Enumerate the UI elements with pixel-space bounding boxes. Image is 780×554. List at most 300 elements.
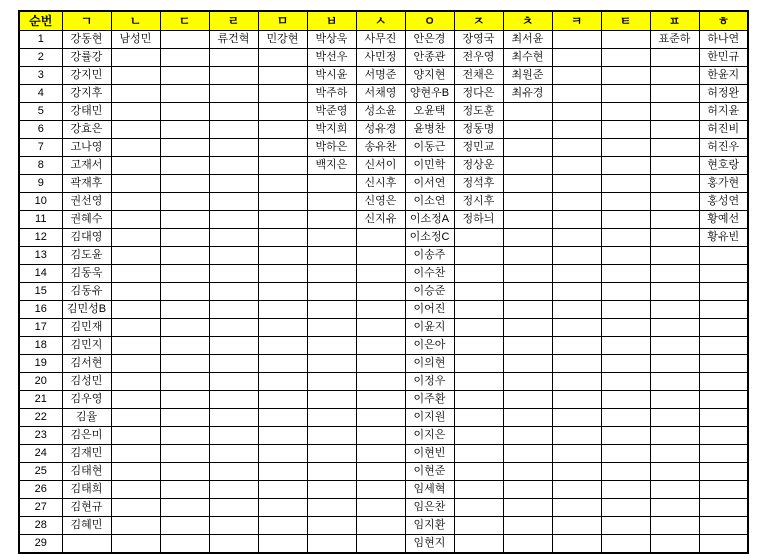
name-cell[interactable] [503, 445, 552, 463]
name-cell[interactable] [503, 319, 552, 337]
row-number-cell[interactable]: 20 [19, 373, 62, 391]
name-cell[interactable]: 홍성연 [699, 193, 748, 211]
name-cell[interactable]: 김민지 [62, 337, 111, 355]
name-cell[interactable] [503, 103, 552, 121]
name-cell[interactable] [601, 31, 650, 49]
name-cell[interactable] [160, 157, 209, 175]
name-cell[interactable] [356, 373, 405, 391]
name-cell[interactable] [699, 445, 748, 463]
row-number-cell[interactable]: 23 [19, 427, 62, 445]
name-cell[interactable]: 이민학 [405, 157, 454, 175]
name-cell[interactable]: 안은경 [405, 31, 454, 49]
name-cell[interactable] [503, 481, 552, 499]
name-cell[interactable] [258, 535, 307, 554]
name-cell[interactable] [552, 445, 601, 463]
name-cell[interactable] [307, 319, 356, 337]
name-cell[interactable] [111, 49, 160, 67]
name-cell[interactable] [356, 409, 405, 427]
name-cell[interactable] [650, 517, 699, 535]
row-number-cell[interactable]: 26 [19, 481, 62, 499]
name-cell[interactable]: 백지은 [307, 157, 356, 175]
name-cell[interactable]: 임은찬 [405, 499, 454, 517]
name-cell[interactable] [209, 211, 258, 229]
name-cell[interactable] [258, 175, 307, 193]
name-cell[interactable]: 이현준 [405, 463, 454, 481]
name-cell[interactable] [650, 193, 699, 211]
name-cell[interactable] [454, 355, 503, 373]
name-cell[interactable]: 박주하 [307, 85, 356, 103]
name-cell[interactable] [601, 409, 650, 427]
name-cell[interactable] [650, 481, 699, 499]
name-cell[interactable] [356, 265, 405, 283]
name-cell[interactable] [601, 103, 650, 121]
name-cell[interactable] [454, 481, 503, 499]
name-cell[interactable] [160, 481, 209, 499]
name-cell[interactable] [454, 373, 503, 391]
name-cell[interactable] [552, 319, 601, 337]
name-cell[interactable]: 이동근 [405, 139, 454, 157]
name-cell[interactable] [356, 391, 405, 409]
name-cell[interactable] [111, 175, 160, 193]
name-cell[interactable] [552, 427, 601, 445]
name-cell[interactable]: 성유경 [356, 121, 405, 139]
name-cell[interactable] [307, 463, 356, 481]
name-cell[interactable] [209, 193, 258, 211]
name-cell[interactable] [307, 337, 356, 355]
row-number-cell[interactable]: 18 [19, 337, 62, 355]
name-cell[interactable]: 정하늬 [454, 211, 503, 229]
name-cell[interactable] [111, 211, 160, 229]
column-header-13[interactable]: ㅍ [650, 11, 699, 31]
name-cell[interactable] [307, 247, 356, 265]
name-cell[interactable] [503, 229, 552, 247]
name-cell[interactable] [650, 463, 699, 481]
name-cell[interactable]: 최서윤 [503, 31, 552, 49]
name-cell[interactable] [503, 211, 552, 229]
column-header-9[interactable]: ㅈ [454, 11, 503, 31]
name-cell[interactable] [160, 463, 209, 481]
name-cell[interactable] [307, 283, 356, 301]
name-cell[interactable] [552, 535, 601, 554]
name-cell[interactable] [307, 229, 356, 247]
name-cell[interactable] [160, 67, 209, 85]
name-cell[interactable]: 이소정A [405, 211, 454, 229]
row-number-cell[interactable]: 5 [19, 103, 62, 121]
name-cell[interactable] [307, 355, 356, 373]
name-cell[interactable]: 서명준 [356, 67, 405, 85]
name-cell[interactable] [503, 535, 552, 554]
name-cell[interactable] [111, 337, 160, 355]
name-cell[interactable] [552, 49, 601, 67]
name-cell[interactable]: 홍가현 [699, 175, 748, 193]
name-cell[interactable] [552, 103, 601, 121]
name-cell[interactable] [160, 391, 209, 409]
name-cell[interactable] [552, 481, 601, 499]
name-cell[interactable] [503, 373, 552, 391]
name-cell[interactable] [552, 121, 601, 139]
name-cell[interactable] [699, 481, 748, 499]
name-cell[interactable] [601, 355, 650, 373]
name-cell[interactable] [601, 49, 650, 67]
name-cell[interactable] [699, 373, 748, 391]
name-cell[interactable] [650, 535, 699, 554]
name-cell[interactable] [258, 517, 307, 535]
name-cell[interactable] [552, 301, 601, 319]
name-cell[interactable]: 안종관 [405, 49, 454, 67]
name-cell[interactable] [258, 409, 307, 427]
row-number-cell[interactable]: 6 [19, 121, 62, 139]
name-cell[interactable] [160, 103, 209, 121]
name-cell[interactable] [111, 139, 160, 157]
name-cell[interactable] [307, 427, 356, 445]
name-cell[interactable] [699, 337, 748, 355]
name-cell[interactable] [650, 247, 699, 265]
name-cell[interactable] [552, 373, 601, 391]
name-cell[interactable] [601, 175, 650, 193]
name-cell[interactable]: 김우영 [62, 391, 111, 409]
name-cell[interactable] [552, 391, 601, 409]
name-cell[interactable] [160, 517, 209, 535]
name-cell[interactable] [356, 481, 405, 499]
name-cell[interactable] [160, 247, 209, 265]
row-number-cell[interactable]: 21 [19, 391, 62, 409]
name-cell[interactable] [111, 319, 160, 337]
name-cell[interactable] [160, 337, 209, 355]
name-cell[interactable] [601, 535, 650, 554]
name-cell[interactable] [209, 283, 258, 301]
name-cell[interactable]: 신서이 [356, 157, 405, 175]
name-cell[interactable] [552, 193, 601, 211]
name-cell[interactable]: 허진우 [699, 139, 748, 157]
name-cell[interactable] [307, 373, 356, 391]
name-cell[interactable]: 강태민 [62, 103, 111, 121]
name-cell[interactable] [650, 391, 699, 409]
name-cell[interactable] [650, 67, 699, 85]
row-number-cell[interactable]: 19 [19, 355, 62, 373]
name-cell[interactable] [552, 463, 601, 481]
name-cell[interactable]: 김율 [62, 409, 111, 427]
name-cell[interactable] [650, 319, 699, 337]
name-cell[interactable] [307, 193, 356, 211]
name-cell[interactable] [503, 463, 552, 481]
row-number-cell[interactable]: 4 [19, 85, 62, 103]
name-cell[interactable] [454, 283, 503, 301]
name-cell[interactable] [258, 85, 307, 103]
name-cell[interactable] [258, 463, 307, 481]
name-cell[interactable] [454, 265, 503, 283]
row-number-cell[interactable]: 10 [19, 193, 62, 211]
name-cell[interactable]: 전우영 [454, 49, 503, 67]
name-cell[interactable] [699, 283, 748, 301]
name-cell[interactable] [111, 301, 160, 319]
name-cell[interactable] [160, 139, 209, 157]
name-cell[interactable] [258, 319, 307, 337]
name-cell[interactable] [454, 409, 503, 427]
name-cell[interactable] [699, 517, 748, 535]
name-cell[interactable] [552, 139, 601, 157]
name-cell[interactable] [209, 409, 258, 427]
row-number-cell[interactable]: 14 [19, 265, 62, 283]
name-cell[interactable]: 김동욱 [62, 265, 111, 283]
name-cell[interactable] [209, 445, 258, 463]
name-cell[interactable] [209, 499, 258, 517]
name-cell[interactable] [209, 427, 258, 445]
row-number-cell[interactable]: 24 [19, 445, 62, 463]
name-cell[interactable]: 이은아 [405, 337, 454, 355]
name-cell[interactable] [111, 463, 160, 481]
name-cell[interactable]: 고재서 [62, 157, 111, 175]
name-cell[interactable]: 최원준 [503, 67, 552, 85]
name-cell[interactable] [307, 481, 356, 499]
name-cell[interactable] [650, 499, 699, 517]
name-cell[interactable]: 강지민 [62, 67, 111, 85]
row-number-cell[interactable]: 8 [19, 157, 62, 175]
name-cell[interactable] [258, 139, 307, 157]
name-cell[interactable]: 표준하 [650, 31, 699, 49]
name-cell[interactable] [258, 229, 307, 247]
name-cell[interactable] [503, 247, 552, 265]
name-cell[interactable] [160, 193, 209, 211]
name-cell[interactable] [503, 139, 552, 157]
name-cell[interactable]: 임지환 [405, 517, 454, 535]
name-cell[interactable]: 신시후 [356, 175, 405, 193]
name-cell[interactable]: 최수현 [503, 49, 552, 67]
name-cell[interactable] [699, 409, 748, 427]
name-cell[interactable] [111, 409, 160, 427]
name-cell[interactable]: 이소정C [405, 229, 454, 247]
name-cell[interactable] [160, 373, 209, 391]
name-cell[interactable] [454, 337, 503, 355]
name-cell[interactable] [209, 391, 258, 409]
name-cell[interactable] [258, 211, 307, 229]
name-cell[interactable] [454, 391, 503, 409]
name-cell[interactable] [307, 535, 356, 554]
name-cell[interactable]: 권혜수 [62, 211, 111, 229]
name-cell[interactable] [209, 247, 258, 265]
name-cell[interactable] [552, 517, 601, 535]
column-header-12[interactable]: ㅌ [601, 11, 650, 31]
name-cell[interactable] [209, 103, 258, 121]
name-cell[interactable]: 이소연 [405, 193, 454, 211]
name-cell[interactable] [650, 229, 699, 247]
name-cell[interactable]: 정도훈 [454, 103, 503, 121]
name-cell[interactable] [209, 67, 258, 85]
name-cell[interactable] [111, 535, 160, 554]
name-cell[interactable] [258, 355, 307, 373]
name-cell[interactable]: 고나영 [62, 139, 111, 157]
name-cell[interactable] [160, 265, 209, 283]
name-cell[interactable] [552, 175, 601, 193]
name-cell[interactable] [552, 499, 601, 517]
name-cell[interactable] [503, 283, 552, 301]
name-cell[interactable] [552, 229, 601, 247]
name-cell[interactable] [503, 265, 552, 283]
name-cell[interactable]: 박상욱 [307, 31, 356, 49]
name-cell[interactable]: 이지원 [405, 409, 454, 427]
name-cell[interactable] [160, 535, 209, 554]
name-cell[interactable] [650, 373, 699, 391]
name-cell[interactable] [356, 247, 405, 265]
name-cell[interactable] [650, 445, 699, 463]
row-number-cell[interactable]: 17 [19, 319, 62, 337]
name-cell[interactable] [356, 427, 405, 445]
name-cell[interactable]: 김성민 [62, 373, 111, 391]
name-cell[interactable]: 박선우 [307, 49, 356, 67]
name-cell[interactable]: 이지은 [405, 427, 454, 445]
name-cell[interactable] [160, 229, 209, 247]
name-cell[interactable] [552, 157, 601, 175]
name-cell[interactable] [160, 409, 209, 427]
name-cell[interactable] [307, 211, 356, 229]
name-cell[interactable]: 정민교 [454, 139, 503, 157]
name-cell[interactable]: 김민재 [62, 319, 111, 337]
name-cell[interactable]: 송유찬 [356, 139, 405, 157]
name-cell[interactable]: 장영국 [454, 31, 503, 49]
row-number-cell[interactable]: 22 [19, 409, 62, 427]
name-cell[interactable] [160, 301, 209, 319]
name-cell[interactable]: 이정우 [405, 373, 454, 391]
name-cell[interactable] [356, 283, 405, 301]
name-cell[interactable]: 하나연 [699, 31, 748, 49]
name-cell[interactable] [111, 283, 160, 301]
name-cell[interactable] [503, 175, 552, 193]
name-cell[interactable]: 양지현 [405, 67, 454, 85]
name-cell[interactable] [601, 427, 650, 445]
name-cell[interactable] [258, 283, 307, 301]
column-header-8[interactable]: ㅇ [405, 11, 454, 31]
name-cell[interactable] [258, 391, 307, 409]
name-cell[interactable] [601, 85, 650, 103]
name-cell[interactable] [699, 499, 748, 517]
name-cell[interactable]: 한윤지 [699, 67, 748, 85]
name-cell[interactable] [111, 157, 160, 175]
name-cell[interactable] [209, 517, 258, 535]
name-cell[interactable] [258, 193, 307, 211]
row-number-cell[interactable]: 29 [19, 535, 62, 554]
name-cell[interactable] [111, 427, 160, 445]
name-cell[interactable]: 김은미 [62, 427, 111, 445]
column-header-2[interactable]: ㄴ [111, 11, 160, 31]
name-cell[interactable] [160, 175, 209, 193]
name-cell[interactable] [258, 445, 307, 463]
name-cell[interactable] [454, 319, 503, 337]
name-cell[interactable]: 이수찬 [405, 265, 454, 283]
name-cell[interactable]: 이윤지 [405, 319, 454, 337]
column-header-6[interactable]: ㅂ [307, 11, 356, 31]
name-cell[interactable] [650, 409, 699, 427]
name-cell[interactable] [650, 427, 699, 445]
name-cell[interactable] [356, 499, 405, 517]
name-cell[interactable] [699, 301, 748, 319]
name-cell[interactable] [454, 463, 503, 481]
name-cell[interactable]: 김혜민 [62, 517, 111, 535]
name-cell[interactable] [650, 157, 699, 175]
name-cell[interactable] [111, 193, 160, 211]
name-cell[interactable]: 강효은 [62, 121, 111, 139]
name-cell[interactable] [454, 229, 503, 247]
name-cell[interactable] [111, 265, 160, 283]
name-cell[interactable] [209, 301, 258, 319]
name-cell[interactable] [650, 301, 699, 319]
name-cell[interactable] [209, 157, 258, 175]
name-cell[interactable] [356, 355, 405, 373]
name-cell[interactable] [111, 121, 160, 139]
name-cell[interactable]: 민강현 [258, 31, 307, 49]
name-cell[interactable] [650, 103, 699, 121]
row-number-cell[interactable]: 13 [19, 247, 62, 265]
row-number-cell[interactable]: 27 [19, 499, 62, 517]
name-cell[interactable] [160, 319, 209, 337]
name-cell[interactable] [552, 283, 601, 301]
name-cell[interactable] [356, 319, 405, 337]
name-cell[interactable] [111, 355, 160, 373]
name-cell[interactable] [209, 337, 258, 355]
name-cell[interactable] [601, 499, 650, 517]
name-cell[interactable] [307, 409, 356, 427]
name-cell[interactable]: 정시후 [454, 193, 503, 211]
name-cell[interactable] [307, 265, 356, 283]
name-cell[interactable] [209, 355, 258, 373]
name-cell[interactable] [699, 265, 748, 283]
name-cell[interactable] [111, 391, 160, 409]
name-cell[interactable] [552, 247, 601, 265]
name-cell[interactable] [209, 319, 258, 337]
name-cell[interactable] [209, 229, 258, 247]
name-cell[interactable] [160, 355, 209, 373]
name-cell[interactable] [552, 31, 601, 49]
name-cell[interactable] [356, 535, 405, 554]
name-cell[interactable]: 현호랑 [699, 157, 748, 175]
name-cell[interactable] [307, 517, 356, 535]
name-cell[interactable] [160, 427, 209, 445]
name-cell[interactable] [209, 373, 258, 391]
name-cell[interactable] [601, 211, 650, 229]
name-cell[interactable]: 이승준 [405, 283, 454, 301]
name-cell[interactable] [258, 157, 307, 175]
name-cell[interactable] [699, 427, 748, 445]
name-cell[interactable]: 박시윤 [307, 67, 356, 85]
name-cell[interactable] [160, 283, 209, 301]
name-cell[interactable]: 박하은 [307, 139, 356, 157]
name-cell[interactable]: 김재민 [62, 445, 111, 463]
row-number-cell[interactable]: 28 [19, 517, 62, 535]
name-cell[interactable]: 강동현 [62, 31, 111, 49]
name-cell[interactable] [601, 319, 650, 337]
name-cell[interactable] [552, 211, 601, 229]
name-cell[interactable] [601, 283, 650, 301]
name-cell[interactable] [552, 85, 601, 103]
name-cell[interactable] [503, 337, 552, 355]
name-cell[interactable] [111, 85, 160, 103]
name-cell[interactable] [503, 301, 552, 319]
name-cell[interactable] [552, 409, 601, 427]
name-cell[interactable]: 임현지 [405, 535, 454, 554]
name-cell[interactable]: 김태희 [62, 481, 111, 499]
name-cell[interactable] [258, 499, 307, 517]
name-cell[interactable]: 김대영 [62, 229, 111, 247]
name-cell[interactable]: 정석후 [454, 175, 503, 193]
name-cell[interactable]: 최유경 [503, 85, 552, 103]
name-cell[interactable] [601, 463, 650, 481]
name-cell[interactable] [258, 67, 307, 85]
name-cell[interactable] [258, 337, 307, 355]
name-cell[interactable] [650, 265, 699, 283]
row-number-cell[interactable]: 2 [19, 49, 62, 67]
name-cell[interactable] [356, 517, 405, 535]
name-cell[interactable] [454, 427, 503, 445]
row-number-cell[interactable]: 16 [19, 301, 62, 319]
column-header-5[interactable]: ㅁ [258, 11, 307, 31]
